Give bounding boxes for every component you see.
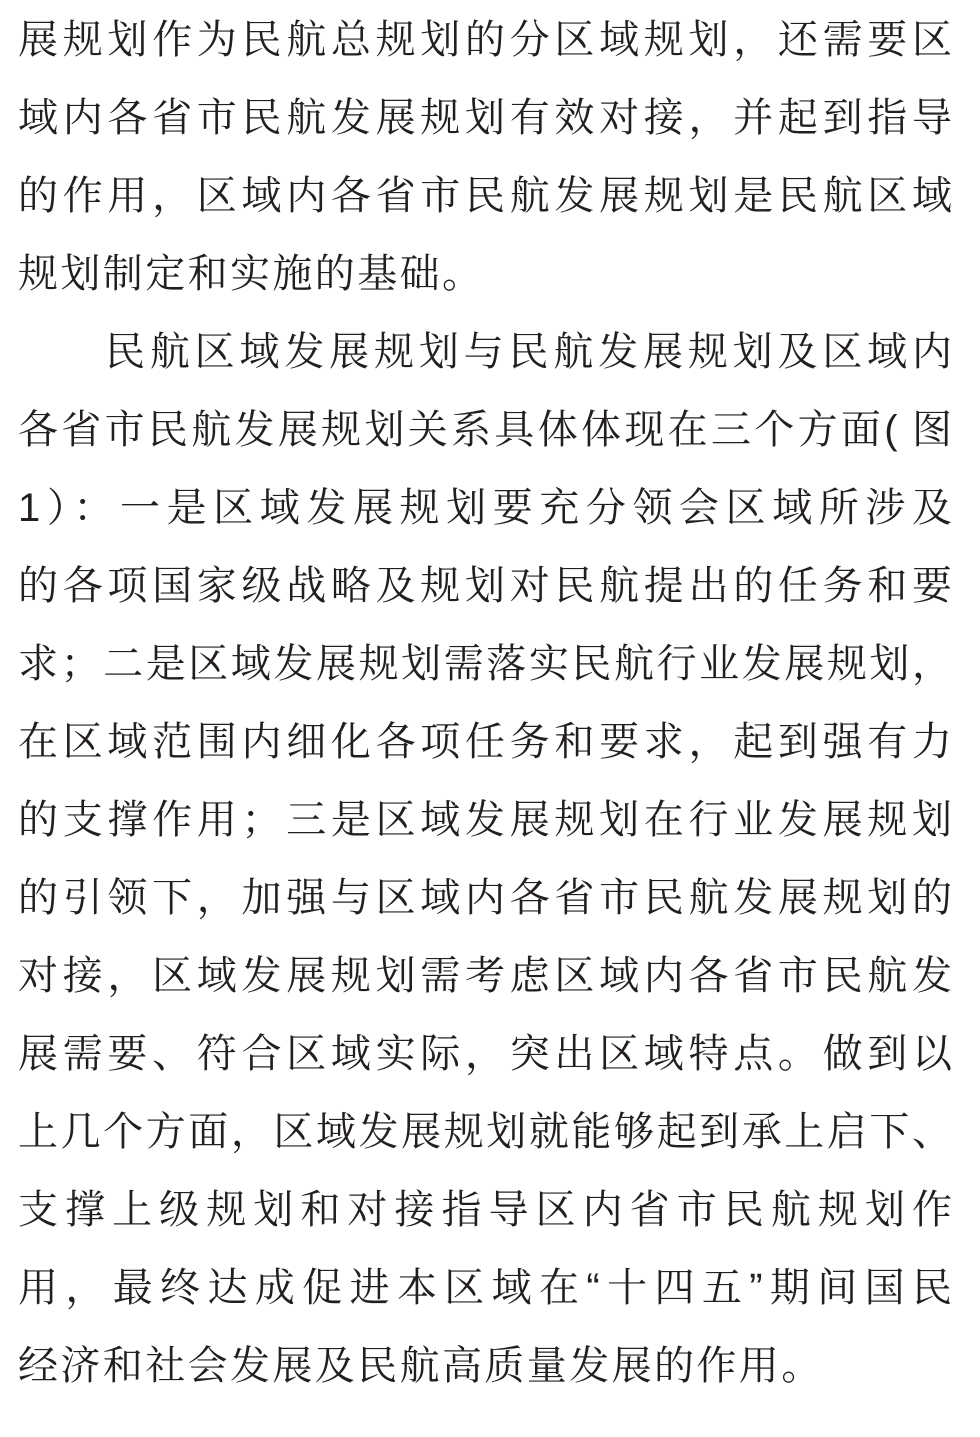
text-line: 1）：一是区域发展规划要充分领会区域所涉及 (18, 486, 952, 530)
text-line: 的引领下，加强与区域内各省市民航发展规划的 (18, 876, 952, 920)
text-line: 展需要、符合区域实际，突出区域特点。做到以 (18, 1032, 952, 1076)
paragraph-1 (18, 1, 952, 313)
text-line: 在区域范围内细化各项任务和要求，起到强有力 (18, 720, 952, 764)
text-line: 的各项国家级战略及规划对民航提出的任务和要 (18, 564, 952, 608)
text-line: 各省市民航发展规划关系具体体现在三个方面( 图 (18, 408, 952, 452)
text-line: 对接，区域发展规划需考虑区域内各省市民航发 (18, 954, 952, 998)
text-line: 求；二是区域发展规划需落实民航行业发展规划， (18, 642, 952, 686)
text-line: 上几个方面，区域发展规划就能够起到承上启下、 (18, 1110, 952, 1154)
text-line: 经济和社会发展及民航高质量发展的作用。 (18, 1344, 824, 1388)
text-line: 民航区域发展规划与民航发展规划及区域内 (105, 330, 952, 374)
body-text (18, 1, 952, 1405)
text-line: 规划制定和实施的基础。 (18, 252, 485, 296)
text-line: 支撑上级规划和对接指导区内省市民航规划作 (18, 1188, 952, 1232)
text-line: 用，最终达成促进本区域在“十四五”期间国民 (18, 1266, 952, 1310)
text-line: 域内各省市民航发展规划有效对接，并起到指导 (18, 96, 952, 140)
text-line: 展规划作为民航总规划的分区域规划，还需要区 (18, 18, 952, 62)
paragraph-2 (18, 313, 952, 1405)
text-line: 的作用，区域内各省市民航发展规划是民航区域 (18, 174, 952, 218)
text-line: 的支撑作用；三是区域发展规划在行业发展规划 (18, 798, 952, 842)
